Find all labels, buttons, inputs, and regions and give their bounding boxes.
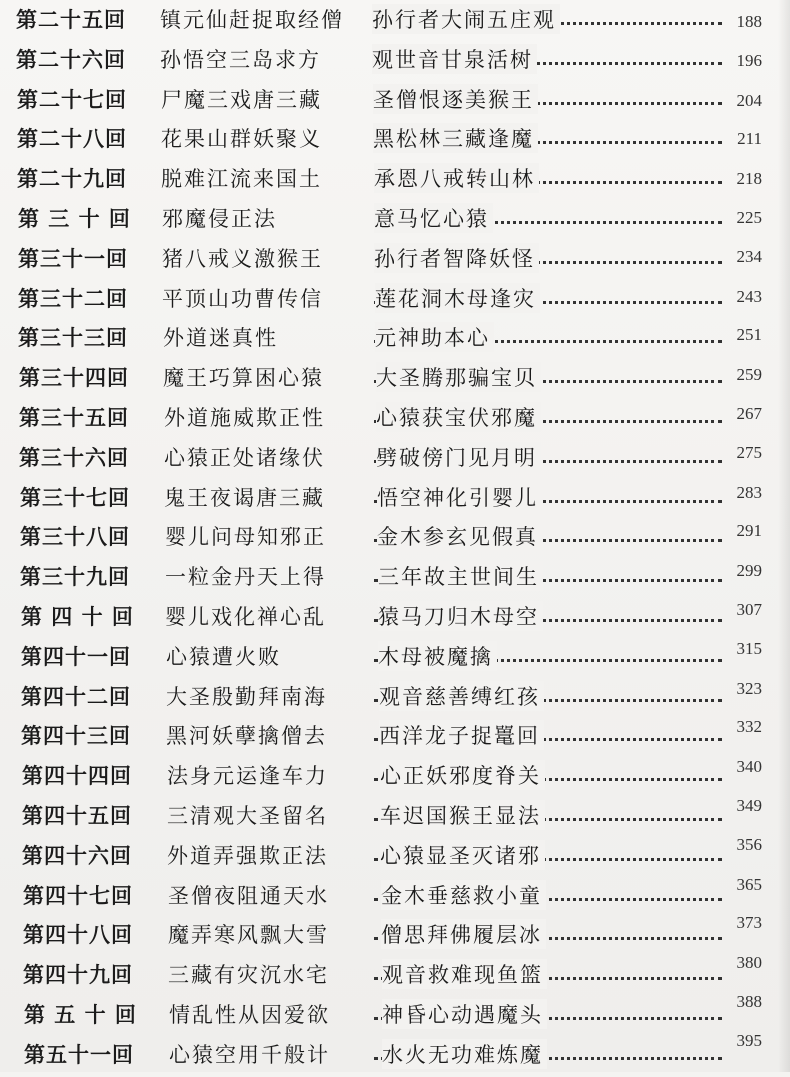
chapter-title-second-line: 观音救难现鱼篮 bbox=[382, 959, 547, 989]
page-number: 204 bbox=[736, 90, 762, 110]
chapter-title-first-line: 镇元仙赶捉取经僧 bbox=[160, 8, 344, 32]
chapter-title-first-line: 鬼王夜谒唐三藏 bbox=[164, 485, 325, 510]
page-number: 267 bbox=[736, 404, 762, 423]
chapter-title-first-line: 脱难江流来国土 bbox=[161, 167, 322, 192]
chapter-title-second-line: 车迟国猴王显法 bbox=[380, 800, 545, 830]
chapter-title-second-line: 金木参玄见假真 bbox=[377, 521, 542, 551]
chapter-title-second-line: 承恩八戒转山林 bbox=[374, 163, 539, 193]
toc-entry bbox=[0, 992, 790, 1037]
toc-entry bbox=[0, 874, 790, 918]
page-number: 365 bbox=[736, 874, 762, 894]
page-number: 332 bbox=[736, 717, 762, 737]
chapter-title-second-line: 大圣腾那骗宝贝 bbox=[376, 362, 541, 392]
toc-entry bbox=[0, 953, 790, 997]
chapter-title-first-line: 花果山群妖聚义 bbox=[161, 127, 322, 152]
chapter-title-second-line: 心猿显圣灭诸邪 bbox=[380, 840, 545, 870]
chapter-title-second-line: 孙行者大闹五庄观 bbox=[372, 4, 560, 34]
toc-entry bbox=[0, 82, 790, 122]
toc-entry bbox=[0, 679, 790, 719]
chapter-number: 第五十一回 bbox=[24, 1042, 134, 1067]
chapter-title-second-line: 西洋龙子捉鼍回 bbox=[379, 720, 544, 750]
chapter-number: 第三十五回 bbox=[19, 406, 129, 430]
chapter-title-second-line: 观音慈善缚红孩 bbox=[379, 681, 544, 711]
page-number: 340 bbox=[736, 757, 762, 777]
chapter-title-second-line: 心正妖邪度脊关 bbox=[380, 760, 545, 790]
toc-entry bbox=[0, 639, 790, 679]
chapter-number: 第三十三回 bbox=[18, 326, 128, 351]
chapter-title-first-line: 平顶山功曹传信 bbox=[162, 286, 323, 311]
page-number: 299 bbox=[736, 561, 762, 581]
chapter-title-first-line: 黑河妖孽擒僧去 bbox=[166, 724, 327, 749]
chapter-number: 第二十六回 bbox=[16, 47, 126, 72]
chapter-title-second-line: 悟空神化引婴儿 bbox=[377, 482, 542, 512]
chapter-title-first-line: 大圣殷勤拜南海 bbox=[166, 684, 327, 709]
chapter-number: 第二十九回 bbox=[17, 167, 127, 192]
chapter-title-second-line: 黑松林三藏逢魔 bbox=[373, 123, 538, 153]
toc-entry bbox=[0, 834, 790, 878]
page-number: 349 bbox=[736, 796, 762, 815]
page-number: 283 bbox=[736, 482, 762, 502]
chapter-number: 第四十四回 bbox=[22, 764, 132, 789]
chapter-number: 第四十一回 bbox=[21, 644, 131, 669]
chapter-number: 第二十七回 bbox=[17, 87, 127, 112]
toc-entry bbox=[0, 42, 790, 82]
chapter-title-first-line: 婴儿问母知邪正 bbox=[165, 525, 326, 550]
chapter-title-second-line: 莲花洞木母逢灾 bbox=[375, 283, 540, 313]
toc-entry bbox=[0, 1030, 790, 1077]
page-number: 373 bbox=[736, 913, 762, 933]
chapter-title-first-line: 法身元运逢车力 bbox=[167, 764, 328, 789]
chapter-title-first-line: 外道弄强欺正法 bbox=[167, 843, 328, 868]
chapter-number: 第四十三回 bbox=[21, 724, 131, 749]
toc-entry bbox=[0, 161, 790, 201]
toc-entry bbox=[0, 758, 790, 798]
page-number: 275 bbox=[736, 442, 762, 462]
chapter-title-first-line: 邪魔侵正法 bbox=[162, 207, 277, 231]
chapter-number: 第 四 十 回 bbox=[21, 605, 134, 629]
toc-entry bbox=[0, 559, 790, 599]
chapter-number: 第三十八回 bbox=[20, 525, 130, 550]
page-number: 388 bbox=[736, 992, 762, 1011]
toc-entry bbox=[0, 320, 790, 360]
chapter-title-second-line: 神昏心动遇魔头 bbox=[382, 999, 547, 1029]
toc-entry bbox=[0, 241, 790, 281]
page-number: 291 bbox=[736, 521, 762, 541]
chapter-number: 第 三 十 回 bbox=[18, 207, 131, 231]
chapter-number: 第三十四回 bbox=[19, 366, 129, 391]
page-number: 243 bbox=[736, 286, 762, 306]
chapter-number: 第四十八回 bbox=[23, 923, 133, 948]
chapter-title-second-line: 心猿获宝伏邪魔 bbox=[376, 402, 541, 432]
page-number: 218 bbox=[736, 169, 762, 189]
chapter-number: 第三十九回 bbox=[20, 565, 130, 590]
chapter-title-first-line: 魔王巧算困心猿 bbox=[163, 366, 324, 391]
chapter-title-second-line: 三年故主世间生 bbox=[378, 561, 543, 591]
chapter-title-second-line: 元神助本心 bbox=[375, 322, 494, 352]
chapter-title-first-line: 情乱性从因爱欲 bbox=[169, 1003, 330, 1027]
page-number: 380 bbox=[736, 953, 762, 973]
chapter-number: 第四十九回 bbox=[23, 963, 133, 988]
page-number: 356 bbox=[736, 834, 762, 854]
chapter-title-second-line: 木母被魔擒 bbox=[378, 641, 497, 671]
chapter-title-first-line: 心猿空用千般计 bbox=[169, 1042, 330, 1067]
chapter-title-first-line: 外道迷真性 bbox=[163, 326, 278, 351]
page-number: 196 bbox=[736, 50, 762, 70]
chapter-title-first-line: 心猿遭火败 bbox=[166, 644, 281, 669]
page-number: 315 bbox=[736, 638, 762, 658]
chapter-number: 第二十八回 bbox=[17, 127, 127, 152]
chapter-title-first-line: 圣僧夜阻通天水 bbox=[168, 883, 329, 908]
page-number: 395 bbox=[736, 1030, 762, 1050]
toc-entry bbox=[0, 121, 790, 161]
chapter-number: 第四十二回 bbox=[21, 684, 131, 709]
chapter-title-second-line: 金木垂慈救小童 bbox=[381, 880, 546, 910]
page-number: 323 bbox=[736, 678, 762, 698]
toc-entry bbox=[0, 519, 790, 559]
chapter-number: 第三十七回 bbox=[20, 485, 130, 510]
chapter-number: 第四十六回 bbox=[22, 843, 132, 868]
chapter-title-second-line: 观世音甘泉活树 bbox=[372, 44, 537, 74]
chapter-title-first-line: 一粒金丹天上得 bbox=[165, 565, 326, 590]
chapter-number: 第三十二回 bbox=[18, 286, 128, 311]
toc-entry bbox=[0, 281, 790, 321]
toc-entry bbox=[0, 360, 790, 400]
chapter-title-first-line: 猪八戒义激猴王 bbox=[162, 246, 323, 271]
chapter-number: 第三十一回 bbox=[18, 246, 128, 271]
chapter-title-first-line: 婴儿戏化禅心乱 bbox=[165, 605, 326, 629]
page-number: 234 bbox=[736, 246, 762, 266]
chapter-title-first-line: 三藏有灾沉水宅 bbox=[168, 963, 329, 988]
chapter-title-second-line: 僧思拜佛履层冰 bbox=[381, 919, 546, 949]
page-number: 259 bbox=[736, 365, 762, 385]
chapter-title-first-line: 心猿正处诸缘伏 bbox=[164, 445, 325, 470]
toc-entry bbox=[0, 798, 790, 838]
chapter-title-first-line: 三清观大圣留名 bbox=[167, 804, 328, 828]
toc-entry bbox=[0, 718, 790, 758]
chapter-title-second-line: 意马忆心猿 bbox=[374, 203, 493, 233]
toc-entry bbox=[0, 599, 790, 639]
chapter-title-second-line: 水火无功难炼魔 bbox=[382, 1039, 547, 1069]
chapter-title-second-line: 孙行者智降妖怪 bbox=[374, 243, 539, 273]
chapter-number: 第四十五回 bbox=[22, 804, 132, 828]
toc-entry bbox=[0, 400, 790, 440]
toc-entry bbox=[0, 480, 790, 520]
chapter-title-second-line: 劈破傍门见月明 bbox=[376, 442, 541, 472]
chapter-title-second-line: 猿马刀归木母空 bbox=[378, 601, 543, 631]
chapter-number: 第三十六回 bbox=[19, 445, 129, 470]
chapter-number: 第二十五回 bbox=[16, 8, 126, 32]
page-number: 251 bbox=[736, 325, 762, 345]
toc-entry bbox=[0, 2, 790, 42]
toc-entry bbox=[0, 440, 790, 480]
chapter-title-first-line: 尸魔三戏唐三藏 bbox=[161, 87, 322, 112]
page-number: 211 bbox=[737, 129, 762, 149]
page-number: 307 bbox=[736, 600, 762, 619]
chapter-title-first-line: 外道施威欺正性 bbox=[164, 406, 325, 430]
chapter-number: 第四十七回 bbox=[23, 883, 133, 908]
chapter-title-first-line: 孙悟空三岛求方 bbox=[160, 47, 321, 72]
page-number: 225 bbox=[736, 208, 762, 227]
page-number: 188 bbox=[736, 12, 762, 31]
chapter-number: 第 五 十 回 bbox=[24, 1003, 137, 1027]
toc-entry bbox=[0, 201, 790, 241]
chapter-title-first-line: 魔弄寒风飘大雪 bbox=[168, 923, 329, 948]
page-gutter-shadow bbox=[778, 0, 790, 1072]
toc-entry bbox=[0, 913, 790, 957]
chapter-title-second-line: 圣僧恨逐美猴王 bbox=[373, 84, 538, 114]
